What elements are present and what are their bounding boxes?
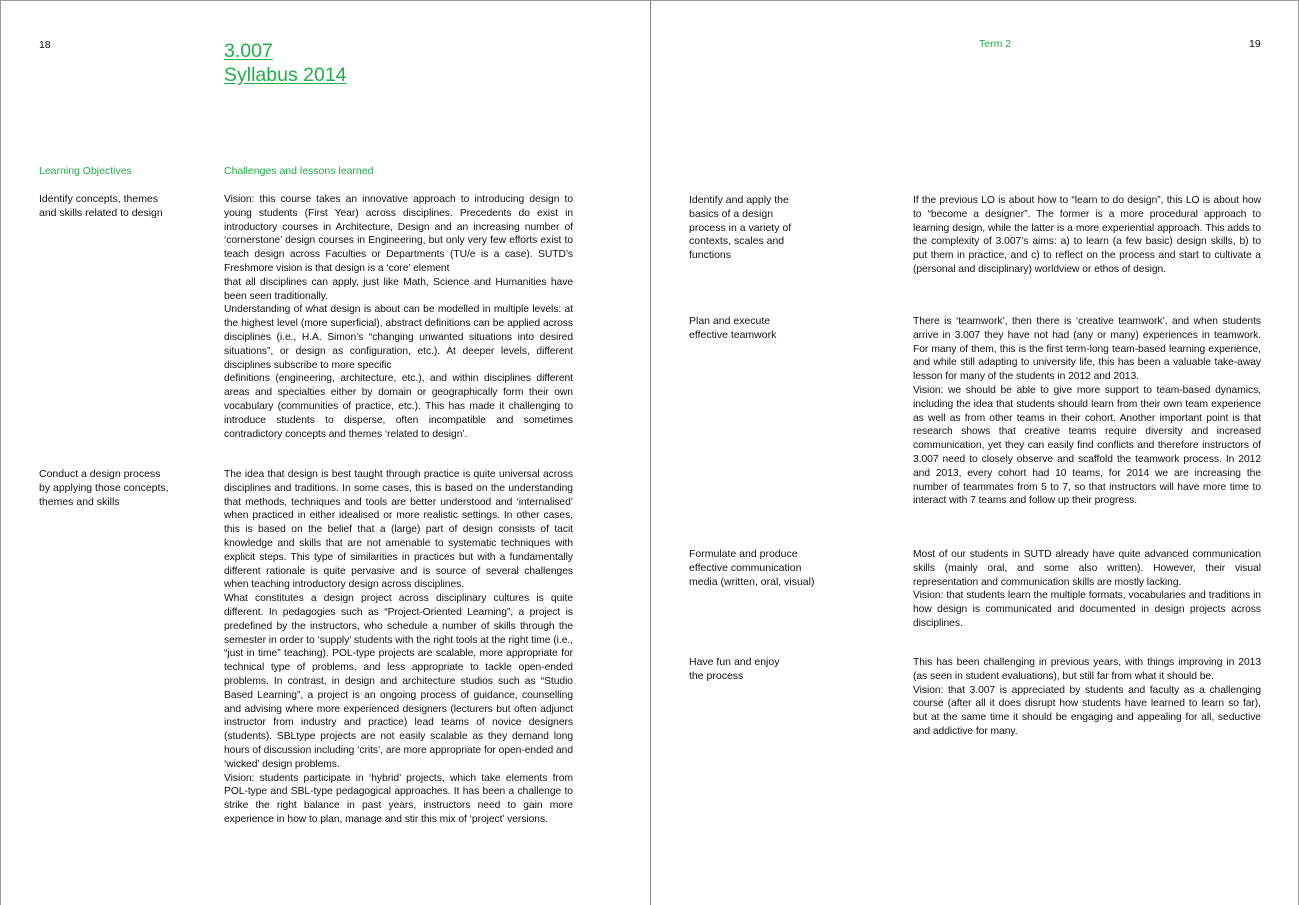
paragraph: that all disciplines can apply, just like Math, Science and Humanities have been seen traditionally.	[224, 276, 573, 302]
title-syllabus: Syllabus 2014	[224, 64, 347, 86]
challenge-text	[913, 194, 1261, 277]
paragraph: Most of our students in SUTD already have quite advanced communication skills (mainly oral, and some also written). However, their visual representation and communication skills are mostly lacking.	[913, 549, 1261, 588]
paragraph: If the previous LO is about how to “learn to do design”, this LO is about how to “become a designer”. The former is a more procedural approach to learning design, while the latter is a more experiential approach. This adds to the complexity of 3.007’s aims: a) to learn (a few basic) design skills, b) to put them in practice, and c) to reflect on the process and start to cultivate a (personal and disciplinary) worldview or ethos of design.	[913, 195, 1261, 275]
paragraph: Vision: students participate in ‘hybrid’ projects, which take elements from POL-type and SBL-type pedagogical approaches. It has been a challenge to strike the right balance in past years, instructors need to gain more experience in how to plan, manage and stir this mix of ‘project’ versions.	[224, 772, 573, 825]
challenge-text	[913, 548, 1261, 631]
challenge-text	[913, 656, 1261, 739]
running-head-term: Term 2	[979, 38, 1012, 50]
learning-objective: Identify concepts, themes and skills related to design	[39, 193, 163, 219]
page-number-right: 19	[1249, 38, 1261, 50]
learning-objective: Plan and execute effective teamwork	[689, 315, 777, 341]
learning-objective: Have fun and enjoy the process	[689, 656, 780, 682]
challenge-text	[224, 193, 573, 441]
paragraph: Vision: this course takes an innovative approach to introducing design to young students (First Year) across disciplines. Precedents do exist in introductory courses in Architecture, Design and an increasing number of ‘cornerstone’ design courses in Engineering, but only very few efforts exist to teach design across Faculties or Departments (TU/e is a case). SUTD’s Freshmore vision is that design is a ‘core’ element	[224, 194, 573, 274]
paragraph: What constitutes a design project across disciplinary cultures is quite different. In pedagogies such as “Project-Oriented Learning”, a project is predefined by the instructors, who schedule a number of skills through the semester in order to ‘supply’ students with the right tools at the right time (i.e., “just in time” teaching). POL-type projects are scalable, more appropriate for technical type of problems, and less appropriate to tackle open-ended problems. In contrast, in design and architecture studios such as “Studio Based Learning”, a project is an ongoing process of guidance, counselling and advising where more experienced designers (lecturers but often adjunct instructor from industry and practice) lead teams of novice designers (students). SBLtype projects are not easily scalable as they demand long hours of discussion including ‘crits’, are more appropriate for open-ended and ‘wicked’ design problems.	[224, 593, 573, 770]
paragraph: Understanding of what design is about can be modelled in multiple levels: at the highest level (more superficial), abstract definitions can be applied across disciplines (i.e., H.A. Simon’s “changing unwanted situations into desired situations”, or design as configuration, etc.). At deeper levels, different disciplines subscribe to more specific	[224, 304, 573, 371]
column-heading-objectives: Learning Objectives	[39, 165, 132, 177]
paragraph: definitions (engineering, architecture, etc.), and within disciplines different areas and specialties either by domain or geographically form their own vocabulary (communities of practice, etc.). This has made it challenging to introduce students to disperse, often incompatible and sometimes contradictory concepts and themes ‘related to design’.	[224, 373, 573, 440]
learning-objective: Formulate and produce effective communication media (written, oral, visual)	[689, 548, 815, 588]
title-course-code: 3.007	[224, 40, 273, 62]
paragraph: Vision: that 3.007 is appreciated by students and faculty as a challenging course (after all it does disrupt how students have learned to learn so far), but at the same time it should be engaging and appealing for all, seductive and addictive for many.	[913, 684, 1261, 737]
paragraph: There is ‘teamwork’, then there is ‘creative teamwork’, and when students arrive in 3.007 they have not had (any or many) experiences in teamwork. For many of them, this is the first term-long team-based learning experience, and while still adapting to university life, this has been a valuable take-away lesson for many of the students in 2012 and 2013.	[913, 316, 1261, 383]
paragraph: The idea that design is best taught through practice is quite universal across disciplines and traditions. In some cases, this is based on the understanding that methods, techniques and tools are better understood and ‘internalised’ when practiced in either idealised or more realistic settings. In other cases, this is based on the belief that a (large) part of design consists of tacit knowledge and skills that are not amenable to systematic techniques with explicit steps. This type of similarities in practices but with a fundamentally different rationale is quite pervasive and is source of several challenges when teaching introductory design across disciplines.	[224, 469, 573, 591]
paragraph: Vision: we should be able to give more support to team-based dynamics, including the idea that students should learn from their own team experience as well as from other teams in their cohort. Another important point is that research shows that creative teams require diversity and increased communication, yet they can easily find conflicts and therefore instructors of 3.007 need to closely observe and scaffold the teamwork process. In 2012 and 2013, every cohort had 10 teams, for 2014 we are increasing the number of teammates from 5 to 7, so that instructors will have more time to interact with 7 teams and follow up their progress.	[913, 384, 1261, 507]
learning-objective: Conduct a design process by applying those concepts, themes and skills	[39, 468, 169, 508]
document-title	[224, 39, 347, 87]
challenge-text	[224, 468, 573, 827]
learning-objective: Identify and apply the basics of a design process in a variety of contexts, scales and functions	[689, 194, 792, 262]
paragraph: Vision: that students learn the multiple formats, vocabularies and traditions in how design is communicated and documented in design projects across disciplines.	[913, 590, 1261, 629]
column-heading-challenges: Challenges and lessons learned	[224, 165, 374, 177]
challenge-text	[913, 315, 1261, 508]
page-number-left: 18	[39, 39, 51, 51]
paragraph: This has been challenging in previous years, with things improving in 2013 (as seen in student evaluations), but still far from what it should be.	[913, 657, 1261, 682]
